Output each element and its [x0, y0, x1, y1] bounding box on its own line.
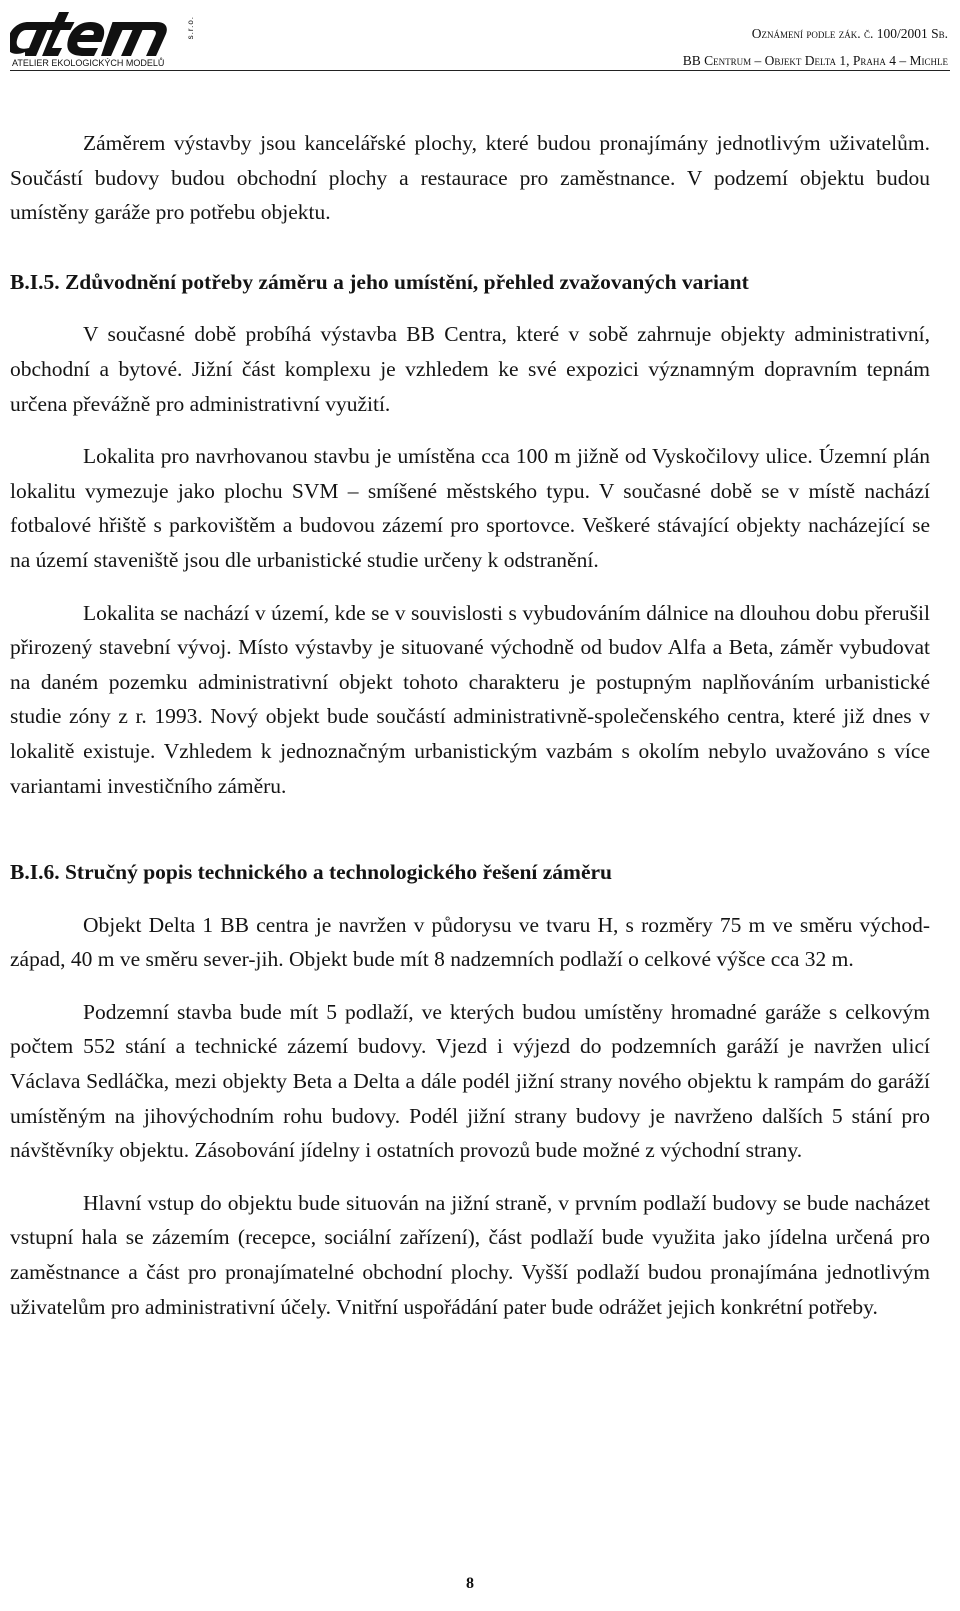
logo-subtitle: ATELIER EKOLOGICKÝCH MODELŮ [12, 58, 165, 68]
document-title: Oznámení podle zák. č. 100/2001 Sb. [751, 26, 948, 41]
document-subtitle: BB Centrum – Objekt Delta 1, Praha 4 – Michle [682, 53, 948, 68]
paragraph-development: Lokalita se nachází v území, kde se v souvislosti s vybudováním dálnice na dlouhou dobu přerušil přirozený stavební vývoj. Místo výstavby je situované východně od budov Alfa a Beta, záměr vybudovat na daném pozemku administrativní objekt tohoto charakteru je postupným naplňováním urbanistické studie zóny z r. 1993. Nový objekt bude součástí administrativně-společenského centra, které již dnes v lokalitě existuje. Vzhledem k jednoznačným urbanistickým vazbám s okolím nebylo uvažováno s více variantami investičního záměru. [10, 600, 930, 798]
section-heading-b-i-6: B.I.6. Stručný popis technického a technologického řešení záměru [10, 860, 612, 885]
section-heading-b-i-5: B.I.5. Zdůvodnění potřeby záměru a jeho umístění, přehled zvažovaných variant [10, 269, 749, 294]
paragraph-underground-garages: Podzemní stavba bude mít 5 podlaží, ve kterých budou umístěny hromadné garáže s celkovým počtem 552 stání a technické zázemí budovy. Vjezd i výjezd do podzemních garáží je navržen ulicí Václava Sedláčka, mezi objekty Beta a Delta a dále podél jižní strany nového objektu k rampám do garáží umístěným na jihovýchodním rohu budovy. Podél jižní strany budovy je navrženo dalších 5 stání pro návštěvníky objektu. Zásobování jídelny i ostatních provozů bude možné z východní strany. [10, 999, 930, 1163]
header-divider [10, 70, 950, 71]
document-body [10, 126, 930, 1324]
paragraph-current-state: V současné době probíhá výstavba BB Centra, které v sobě zahrnuje objekty administrativní, obchodní a bytové. Jižní část komplexu je vzhledem ke své expozici významným dopravním tepnám určena převážně pro administrativní využití. [10, 322, 930, 416]
atem-logo [10, 0, 220, 74]
logo-sro-text: s.r.o. [186, 16, 195, 40]
paragraph-main-entrance: Hlavní vstup do objektu bude situován na jižní straně, v prvním podlaží budovy se bude nacházet vstupní hala se zázemím (recepce, sociální zařízení), část podlaží bude využita jako jídelna určená pro zaměstnance a část pro pronajímatelné obchodní plochy. Vyšší podlaží budou pronajímána jednotlivým uživatelům pro administrativní účely. Vnitřní uspořádání pater bude odrážet jejich konkrétní potřeby. [10, 1190, 930, 1319]
atem-logo-wordmark [10, 8, 182, 58]
page-number: 8 [466, 1575, 474, 1592]
document-reference [683, 20, 948, 74]
paragraph-location: Lokalita pro navrhovanou stavbu je umístěna cca 100 m jižně od Vyskočilovy ulice. Územní plán lokalitu vymezuje jako plochu SVM – smíšené městského typu. V současné době se v místě nachází fotbalové hřiště s parkovištěm a budovou zázemí pro sportovce. Veškeré stávající objekty nacházející se na území staveniště jsou dle urbanistické studie určeny k odstranění. [10, 444, 930, 572]
page-header [10, 0, 950, 75]
paragraph-intent: Záměrem výstavby jsou kancelářské plochy, které budou pronajímány jednotlivým uživatelům. Součástí budovy budou obchodní plochy a restaurace pro zaměstnance. V podzemí objektu budou umístěny garáže pro potřebu objektu. [10, 131, 930, 225]
paragraph-building-dimensions: Objekt Delta 1 BB centra je navržen v půdorysu ve tvaru H, s rozměry 75 m ve směru východ-západ, 40 m ve směru sever-jih. Objekt bude mít 8 nadzemních podlaží o celkové výšce cca 32 m. [10, 912, 930, 972]
